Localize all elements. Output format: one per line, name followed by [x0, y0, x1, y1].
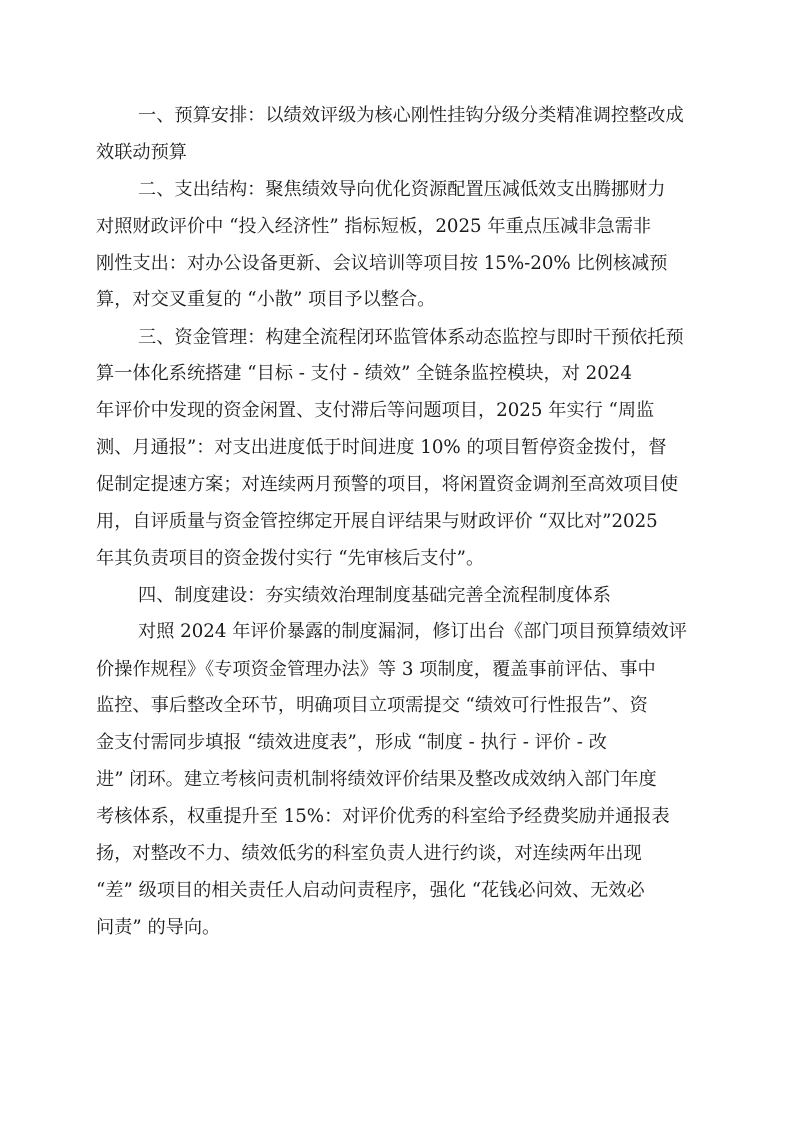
paragraph-4-line-7: 年其负责项目的资金拨付实行 “先审核后支付”。	[96, 548, 485, 569]
paragraph-4-line-4: 测、月通报”：对支出进度低于时间进度 10% 的项目暂停资金拨付，督	[96, 437, 667, 458]
paragraph-6-line-7: 扬，对整改不力、绩效低劣的科室负责人进行约谈，对连续两年出现	[96, 843, 642, 864]
paragraph-6-line-1: 对照 2024 年评价暴露的制度漏洞，修订出台《部门项目预算绩效评	[138, 621, 687, 642]
paragraph-4-line-6: 用，自评质量与资金管控绑定开展自评结果与财政评价 “双比对”2025	[96, 511, 658, 532]
paragraph-6-line-9: 问责” 的导向。	[96, 917, 221, 938]
paragraph-5-line-1: 四、制度建设：夯实绩效治理制度基础完善全流程制度体系	[138, 585, 611, 606]
paragraph-2-line-1: 二、支出结构：聚焦绩效导向优化资源配置压减低效支出腾挪财力	[138, 179, 666, 200]
paragraph-6-line-8: “差” 级项目的相关责任人启动问责程序，强化 “花钱必问效、无效必	[96, 880, 645, 901]
paragraph-4-line-5: 促制定提速方案；对连续两月预警的项目，将闲置资金调剂至高效项目使	[96, 474, 679, 495]
paragraph-3-line-1: 对照财政评价中 “投入经济性” 指标短板，2025 年重点压减非急需非	[96, 216, 652, 237]
paragraph-1-line-1: 一、预算安排：以绩效评级为核心刚性挂钩分级分类精准调控整改成	[138, 105, 684, 126]
paragraph-3-line-3: 算，对交叉重复的 “小散” 项目予以整合。	[96, 289, 436, 310]
paragraph-6-line-3: 监控、事后整改全环节，明确项目立项需提交 “绩效可行性报告”、资	[96, 695, 648, 716]
paragraph-6-line-6: 考核体系，权重提升至 15%：对评价优秀的科室给予经费奖励并通报表	[96, 806, 670, 827]
paragraph-4-line-1: 三、资金管理：构建全流程闭环监管体系动态监控与即时干预依托预	[138, 327, 684, 348]
paragraph-1-line-2: 效联动预算	[96, 142, 187, 163]
paragraph-6-line-5: 进” 闭环。建立考核问责机制将绩效评价结果及整改成效纳入部门年度	[96, 769, 657, 790]
paragraph-4-line-3: 年评价中发现的资金闲置、支付滞后等问题项目，2025 年实行 “周监	[96, 400, 655, 421]
paragraph-6-line-2: 价操作规程》《专项资金管理办法》等 3 项制度，覆盖事前评估、事中	[96, 659, 656, 680]
paragraph-3-line-2: 刚性支出：对办公设备更新、会议培训等项目按 15%-20% 比例核减预	[96, 253, 668, 274]
paragraph-4-line-2: 算一体化系统搭建 “目标 - 支付 - 绩效” 全链条监控模块，对 2024	[96, 363, 632, 384]
paragraph-6-line-4: 金支付需同步填报 “绩效进度表”，形成 “制度 - 执行 - 评价 - 改	[96, 732, 607, 753]
